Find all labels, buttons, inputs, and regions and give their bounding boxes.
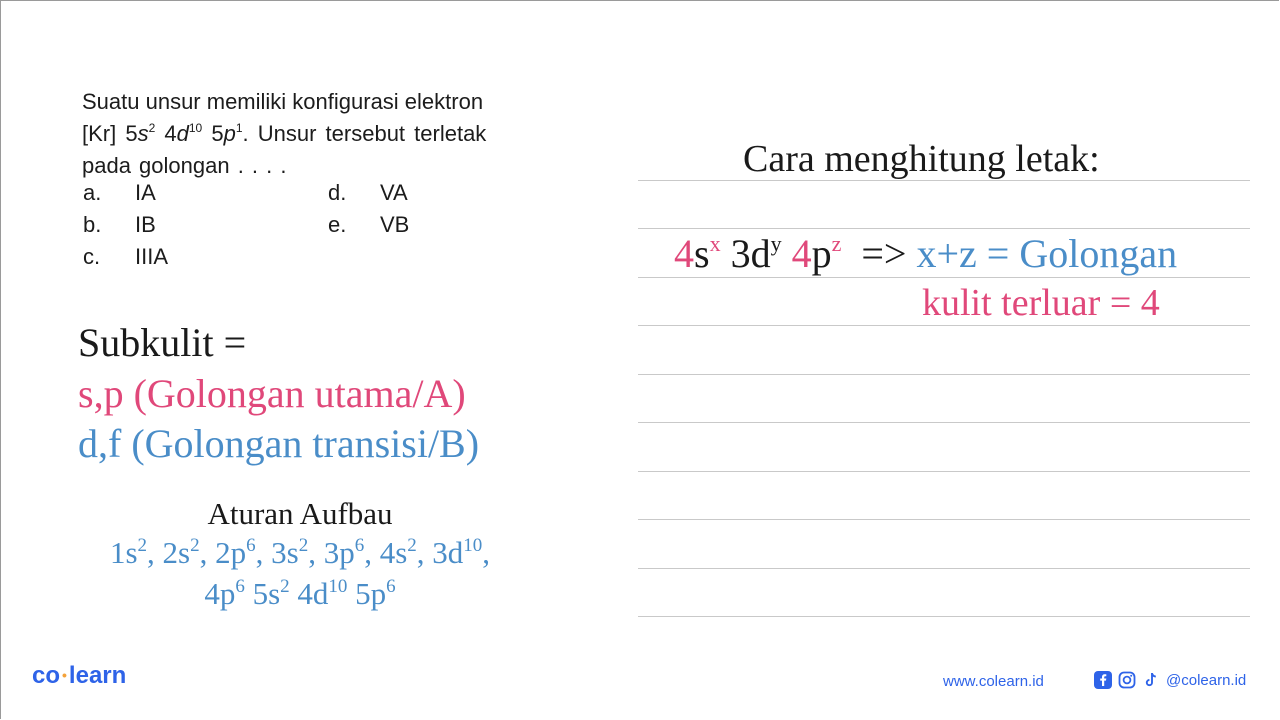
orbital-electron-count: 6 [235, 576, 245, 597]
config-p-exp: 1 [235, 121, 243, 135]
formula-y: y [770, 231, 782, 256]
option-c [83, 244, 168, 270]
orbital-electron-count: 10 [463, 535, 483, 556]
orbital-label: 4p [204, 576, 236, 611]
question-line-3: pada golongan . . . . [82, 153, 287, 178]
formula-arrow: => [841, 231, 907, 276]
orbital-electron-count: 2 [298, 535, 309, 556]
orbital-label: 2p [215, 535, 247, 570]
notebook-rule [638, 228, 1250, 229]
formula-4s-coef: 4 [674, 231, 694, 276]
orbital-label: 3d [432, 535, 464, 570]
logo-co: co [32, 662, 61, 689]
tiktok-icon[interactable] [1142, 671, 1160, 689]
orbital-term [271, 535, 324, 570]
option-a-text: IA [135, 180, 156, 205]
orbital-term [215, 535, 271, 570]
orbital-separator: , [482, 535, 491, 570]
config-5: 5 [202, 121, 224, 146]
config-d-exp: 10 [188, 121, 203, 135]
orbital-label: 2s [162, 535, 191, 570]
question-line-1: Suatu unsur memiliki konfigurasi elektron [82, 89, 484, 114]
notebook-rule [638, 519, 1250, 520]
aufbau-line-1 [0, 535, 600, 571]
logo-dot: • [62, 667, 67, 683]
option-c-text: IIIA [135, 244, 169, 269]
option-e [328, 212, 409, 238]
orbital-electron-count: 6 [386, 576, 396, 597]
subkulit-sp-note: s,p (Golongan utama/A) [78, 371, 466, 416]
orbital-electron-count: 2 [280, 576, 290, 597]
subkulit-df-note: d,f (Golongan transisi/B) [78, 421, 480, 466]
facebook-icon[interactable] [1094, 671, 1112, 689]
orbital-electron-count: 2 [137, 535, 148, 556]
orbital-term [110, 535, 163, 570]
option-e-letter: e. [328, 212, 347, 237]
formula-4p-coef: 4 [781, 231, 812, 276]
orbital-separator: , [416, 535, 433, 570]
orbital-separator: , [255, 535, 272, 570]
orbital-label: 3s [271, 535, 299, 570]
orbital-term [253, 576, 298, 611]
orbital-term [324, 535, 380, 570]
orbital-label: 5p [355, 576, 387, 611]
notebook-rule [638, 277, 1250, 278]
orbital-label: 4d [297, 576, 329, 611]
orbital-term [380, 535, 433, 570]
orbital-separator [245, 576, 253, 611]
orbital-separator: , [364, 535, 380, 570]
group-formula [674, 230, 1177, 277]
notebook-rule [638, 325, 1250, 326]
notebook-rule [638, 422, 1250, 423]
question-line-2 [82, 118, 542, 150]
orbital-term [355, 576, 396, 611]
notebook-rule [638, 374, 1250, 375]
config-4: 4 [155, 121, 177, 146]
social-handle[interactable]: @colearn.id [1166, 671, 1247, 689]
notebook-rule [638, 616, 1250, 617]
orbital-separator: , [147, 535, 163, 570]
option-c-letter: c. [83, 244, 101, 269]
orbital-electron-count: 6 [246, 535, 256, 556]
orbital-separator: , [199, 535, 216, 570]
notebook-rule [638, 568, 1250, 569]
formula-result: x+z = Golongan [906, 231, 1178, 276]
orbital-separator [347, 576, 355, 611]
config-prefix: [Kr] 5 [82, 121, 138, 146]
orbital-term [432, 535, 490, 570]
formula-x: x [709, 231, 721, 256]
orbital-electron-count: 2 [190, 535, 200, 556]
orbital-term [204, 576, 252, 611]
orbital-term [163, 535, 216, 570]
option-e-text: VB [380, 212, 410, 237]
option-d-text: VA [380, 180, 408, 205]
orbital-electron-count: 6 [354, 535, 365, 556]
instagram-icon[interactable] [1118, 671, 1136, 689]
option-d-letter: d. [328, 180, 347, 205]
config-d: d [176, 121, 189, 146]
orbital-label: 3p [323, 535, 355, 570]
formula-s: s [694, 231, 710, 276]
outer-shell-note: kulit terluar = 4 [922, 282, 1160, 324]
option-b-letter: b. [83, 212, 102, 237]
formula-p: p [811, 231, 832, 276]
explanation-title: Cara menghitung letak: [743, 138, 1100, 180]
config-suffix: . Unsur tersebut terletak [242, 121, 487, 146]
aufbau-title: Aturan Aufbau [207, 496, 393, 531]
orbital-electron-count: 2 [407, 535, 417, 556]
config-s: s [137, 121, 149, 146]
colearn-logo[interactable] [32, 662, 126, 690]
notebook-rule [638, 471, 1250, 472]
formula-z: z [831, 231, 842, 256]
orbital-label: 5s [252, 576, 281, 611]
option-d [328, 180, 408, 206]
orbital-separator: , [308, 535, 324, 570]
aufbau-line-2 [0, 576, 600, 612]
orbital-label: 1s [109, 535, 138, 570]
option-b [83, 212, 156, 238]
question-text [82, 86, 542, 182]
orbital-electron-count: 10 [328, 576, 348, 597]
option-b-text: IB [135, 212, 156, 237]
subkulit-heading: Subkulit = [78, 320, 247, 365]
option-a-letter: a. [83, 180, 102, 205]
orbital-label: 4s [379, 535, 408, 570]
config-p: p [223, 121, 236, 146]
orbital-term [297, 576, 355, 611]
logo-learn: learn [68, 662, 127, 689]
social-links [1094, 670, 1246, 690]
formula-3d: 3d [720, 231, 771, 276]
option-a [83, 180, 156, 206]
config-s-exp: 2 [148, 121, 156, 135]
website-link[interactable]: www.colearn.id [943, 673, 1044, 690]
